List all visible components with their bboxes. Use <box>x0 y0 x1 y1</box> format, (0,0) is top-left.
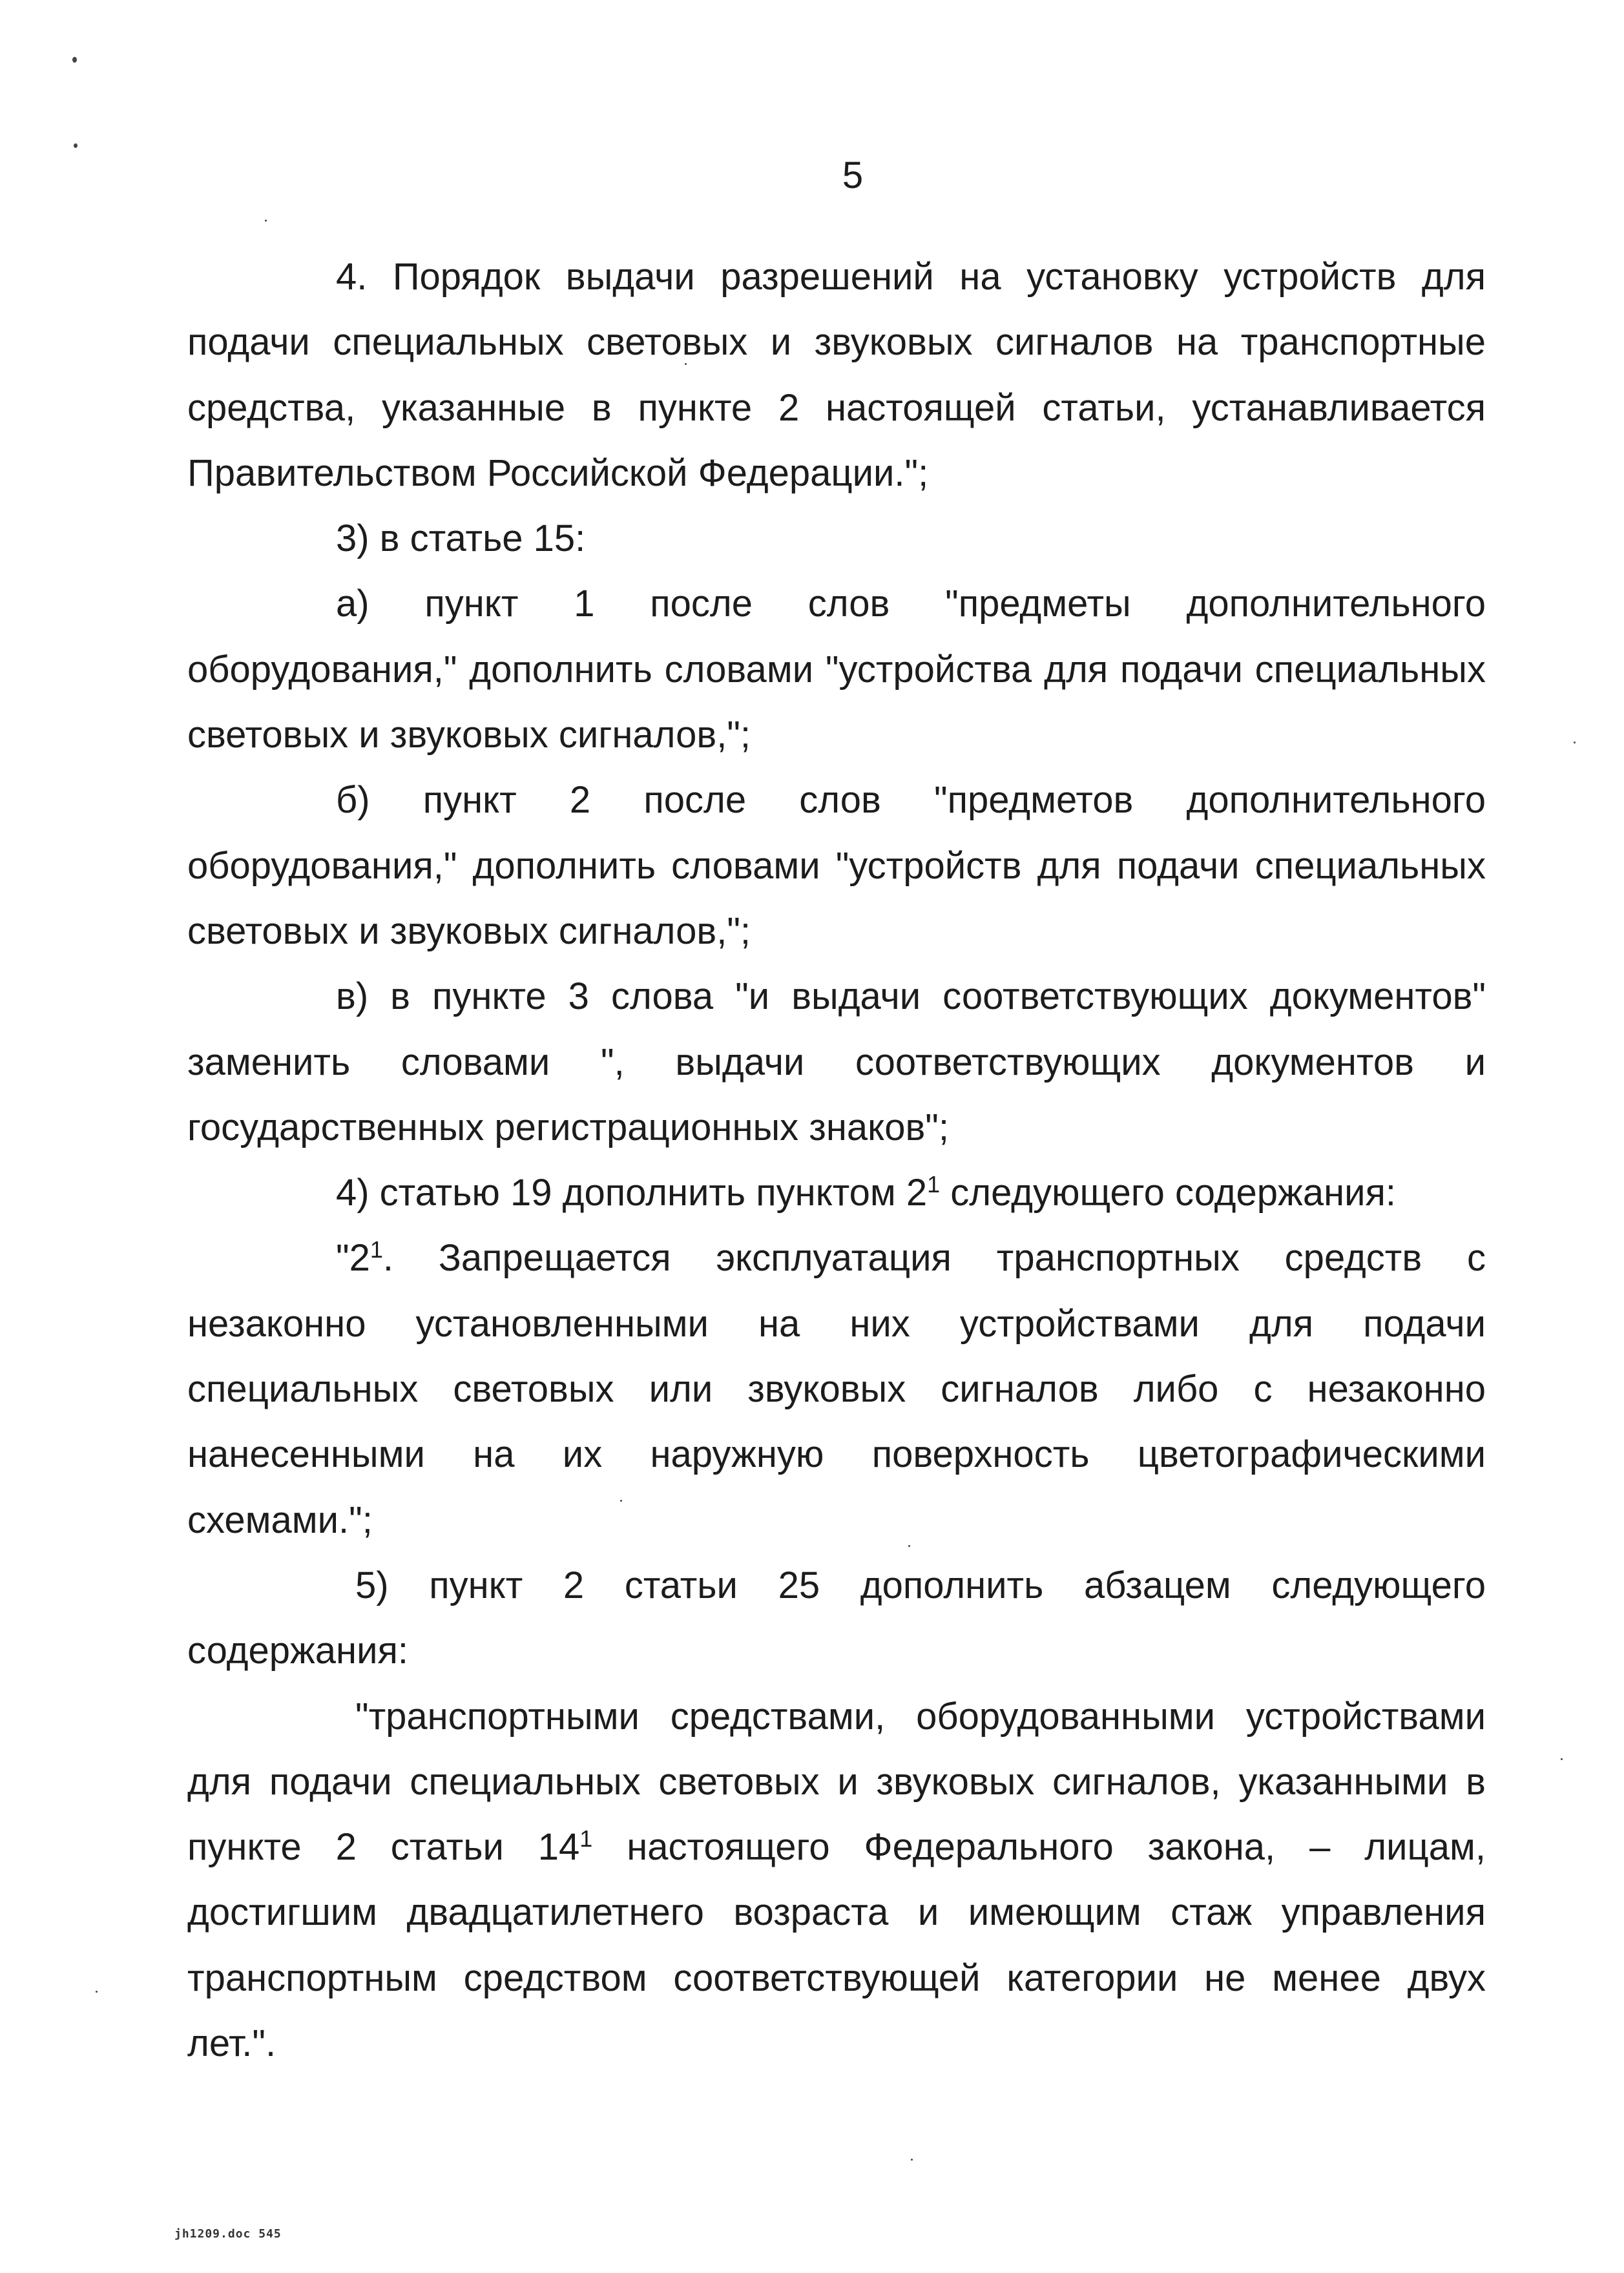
paragraph-4-text-start: 4) статью 19 дополнить пунктом 2 <box>336 1172 928 1214</box>
paragraph-4-article-19 <box>187 1160 1486 1225</box>
paragraph-5-article-25: 5) пункт 2 статьи 25 дополнить абзацем следующего содержания: <box>187 1564 1486 1672</box>
scan-speck <box>1574 742 1576 743</box>
page-number: 5 <box>842 154 864 196</box>
scan-speck <box>72 57 77 63</box>
scan-speck <box>911 2159 913 2161</box>
scan-speck <box>265 220 267 222</box>
superscript: 1 <box>370 1236 383 1263</box>
paragraph-new-abzac-text-start: "транспортными средствами, оборудованными устройствами для подачи специальных световых и звуковых сигналов, указанными в пункте 2 статьи 14 <box>187 1695 1486 1869</box>
scan-speck <box>96 1991 98 1993</box>
scan-speck <box>685 363 687 365</box>
paragraph-new-abzac-text-end: настоящего Федерального закона, – лицам, достигшим двадцатилетнего возраста и имеющим стаж управления транспортным средством соответствующей категории не менее двух лет.". <box>187 1826 1486 2065</box>
scan-speck <box>620 1500 622 1502</box>
scan-speck <box>1561 1758 1563 1760</box>
scan-speck <box>908 1545 910 1547</box>
superscript: 1 <box>579 1825 593 1853</box>
paragraph-2-1-prohibition <box>187 1225 1486 1552</box>
superscript: 1 <box>927 1171 941 1198</box>
paragraph-4-procedure: 4. Порядок выдачи разрешений на установку устройств для подачи специальных световых и звуковых сигналов на транспортные средства, указанные в пункте 2 настоящей статьи, устанавливается Правительством Российской Федерации."; <box>187 256 1486 494</box>
paragraph-3-article-15: 3) в статье 15: <box>336 517 586 560</box>
paragraph-a-point-1: а) пункт 1 после слов "предметы дополнительного оборудования," дополнить словами "устройства для подачи специальных световых и звуковых сигналов,"; <box>187 583 1486 756</box>
footer-file-reference: jh1209.doc 545 <box>174 2227 282 2241</box>
paragraph-new-abzac <box>187 1684 1486 2077</box>
paragraph-2-1-text-end: . Запрещается эксплуатация транспортных средств с незаконно установленными на них устройствами для подачи специальных световых или звуковых сигналов либо с незаконно нанесенными на их наружную поверхность цветографическими схемами."; <box>187 1237 1486 1541</box>
document-body <box>187 244 1486 2076</box>
paragraph-4-text-end: следующего содержания: <box>940 1172 1397 1214</box>
scan-speck <box>74 143 78 148</box>
paragraph-b-point-2: б) пункт 2 после слов "предметов дополнительного оборудования," дополнить словами "устройств для подачи специальных световых и звуковых сигналов,"; <box>187 779 1486 952</box>
paragraph-v-point-3: в) в пункте 3 слова "и выдачи соответствующих документов" заменить словами ", выдачи соответствующих документов и государственных регистрационных знаков"; <box>187 975 1486 1148</box>
paragraph-2-1-text-start: "2 <box>336 1237 370 1280</box>
